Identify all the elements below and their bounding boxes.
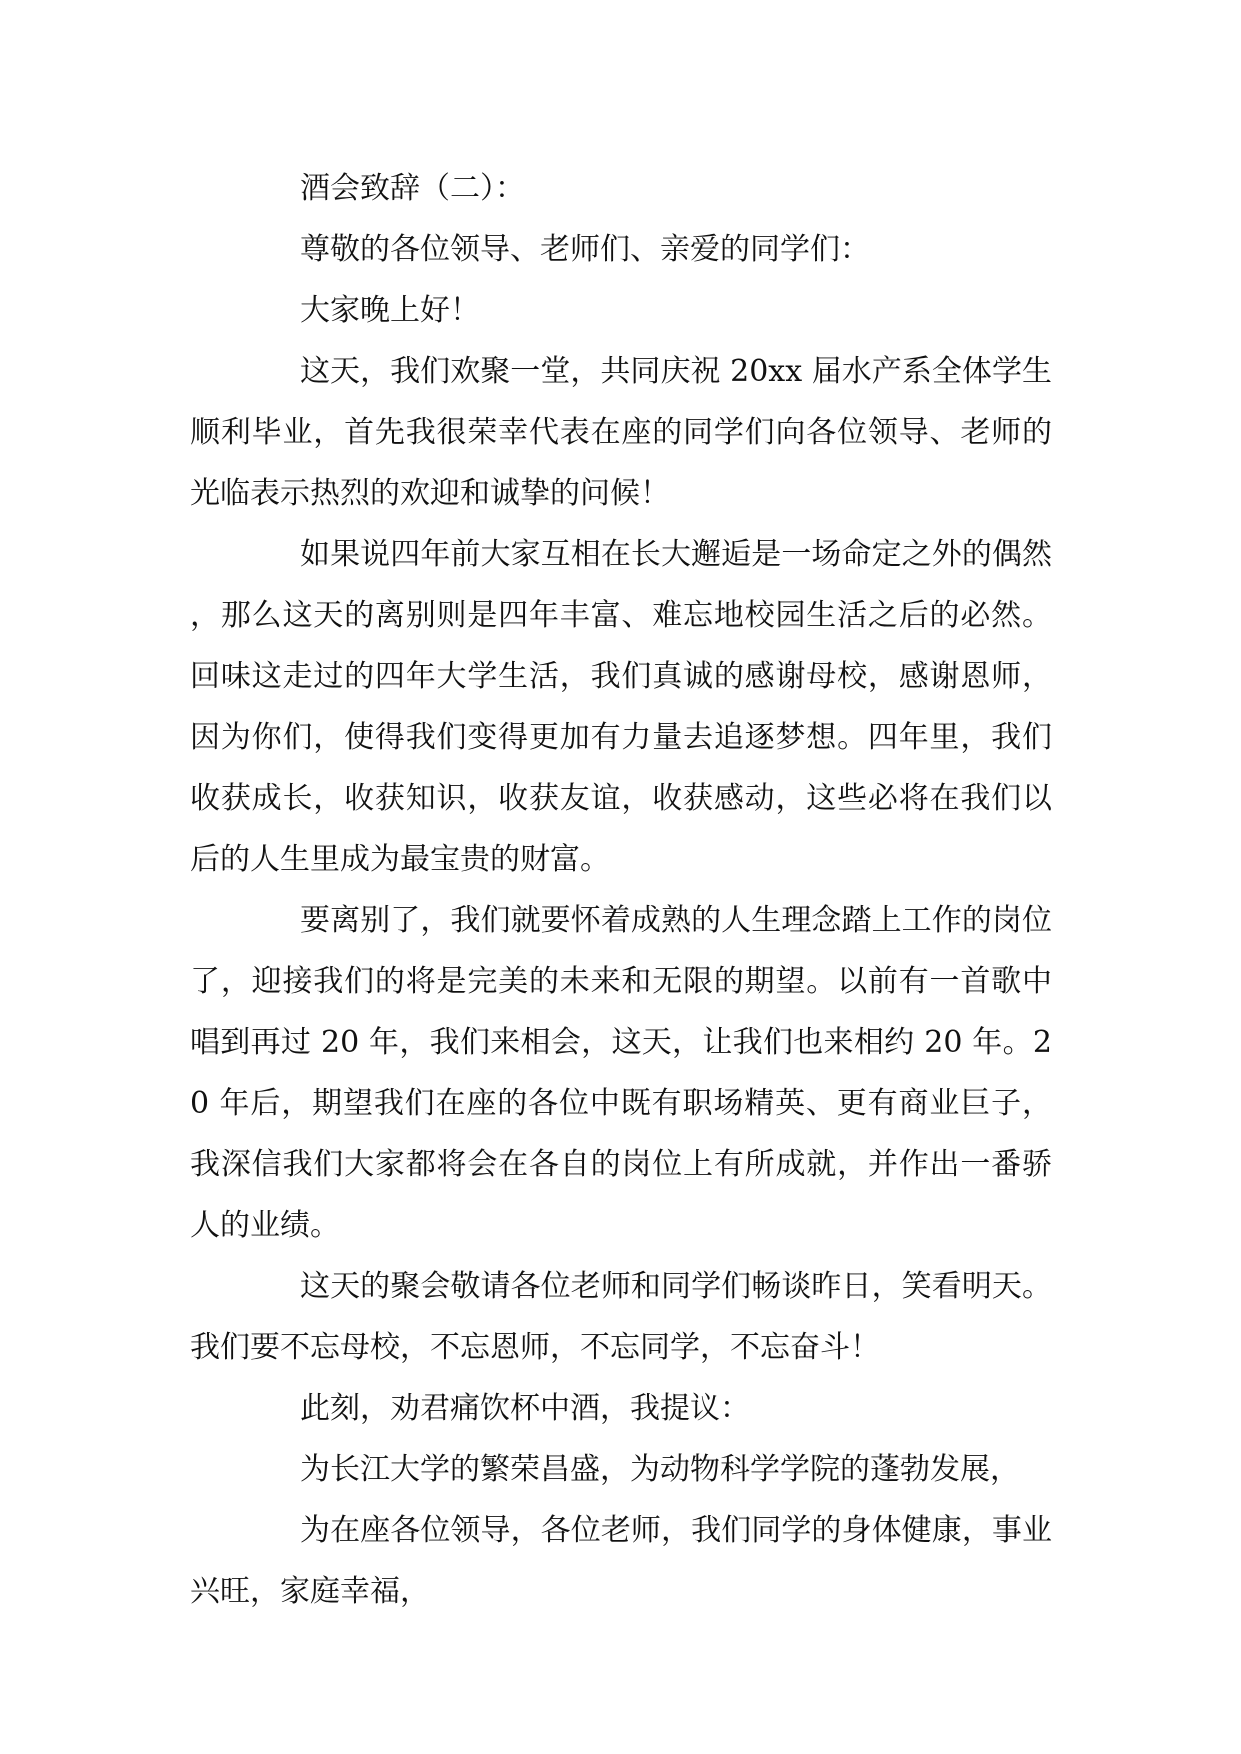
paragraph-toast-university: 为长江大学的繁荣昌盛，为动物科学学院的蓬勃发展， xyxy=(300,1452,1020,1487)
paragraph-title: 酒会致辞（二）： xyxy=(300,171,525,206)
paragraph-toast-guests: 为在座各位领导，各位老师，我们同学的身体健康，事业兴旺，家庭幸福， xyxy=(190,1513,1052,1609)
paragraph-greeting: 大家晚上好！ xyxy=(300,293,480,328)
paragraph-gathering: 这天的聚会敬请各位老师和同学们畅谈昨日，笑看明天。我们要不忘母校，不忘恩师，不忘同学，不忘奋斗！ xyxy=(190,1269,1052,1365)
paragraph-toast-intro: 此刻，劝君痛饮杯中酒，我提议： xyxy=(300,1391,750,1426)
document-body xyxy=(190,158,1052,1622)
paragraph-opening: 这天，我们欢聚一堂，共同庆祝 20xx 届水产系全体学生顺利毕业，首先我很荣幸代表在座的同学们向各位领导、老师的光临表示热烈的欢迎和诚挚的问候！ xyxy=(190,354,1052,511)
paragraph-memories: 如果说四年前大家互相在长大邂逅是一场命定之外的偶然，那么这天的离别则是四年丰富、难忘地校园生活之后的必然。回味这走过的四年大学生活，我们真诚的感谢母校，感谢恩师，因为你们，使得我们变得更加有力量去追逐梦想。四年里，我们收获成长，收获知识，收获友谊，收获感动，这些必将在我们以后的人生里成为最宝贵的财富。 xyxy=(190,537,1052,877)
paragraph-future: 要离别了，我们就要怀着成熟的人生理念踏上工作的岗位了，迎接我们的将是完美的未来和无限的期望。以前有一首歌中唱到再过 20 年，我们来相会，这天，让我们也来相约 20 年。20 年后，期望我们在座的各位中既有职场精英、更有商业巨子，我深信我们大家都将会在各自的岗位上有所成就，并作出一番骄人的业绩。 xyxy=(190,903,1052,1243)
paragraph-salutation: 尊敬的各位领导、老师们、亲爱的同学们： xyxy=(300,232,870,267)
